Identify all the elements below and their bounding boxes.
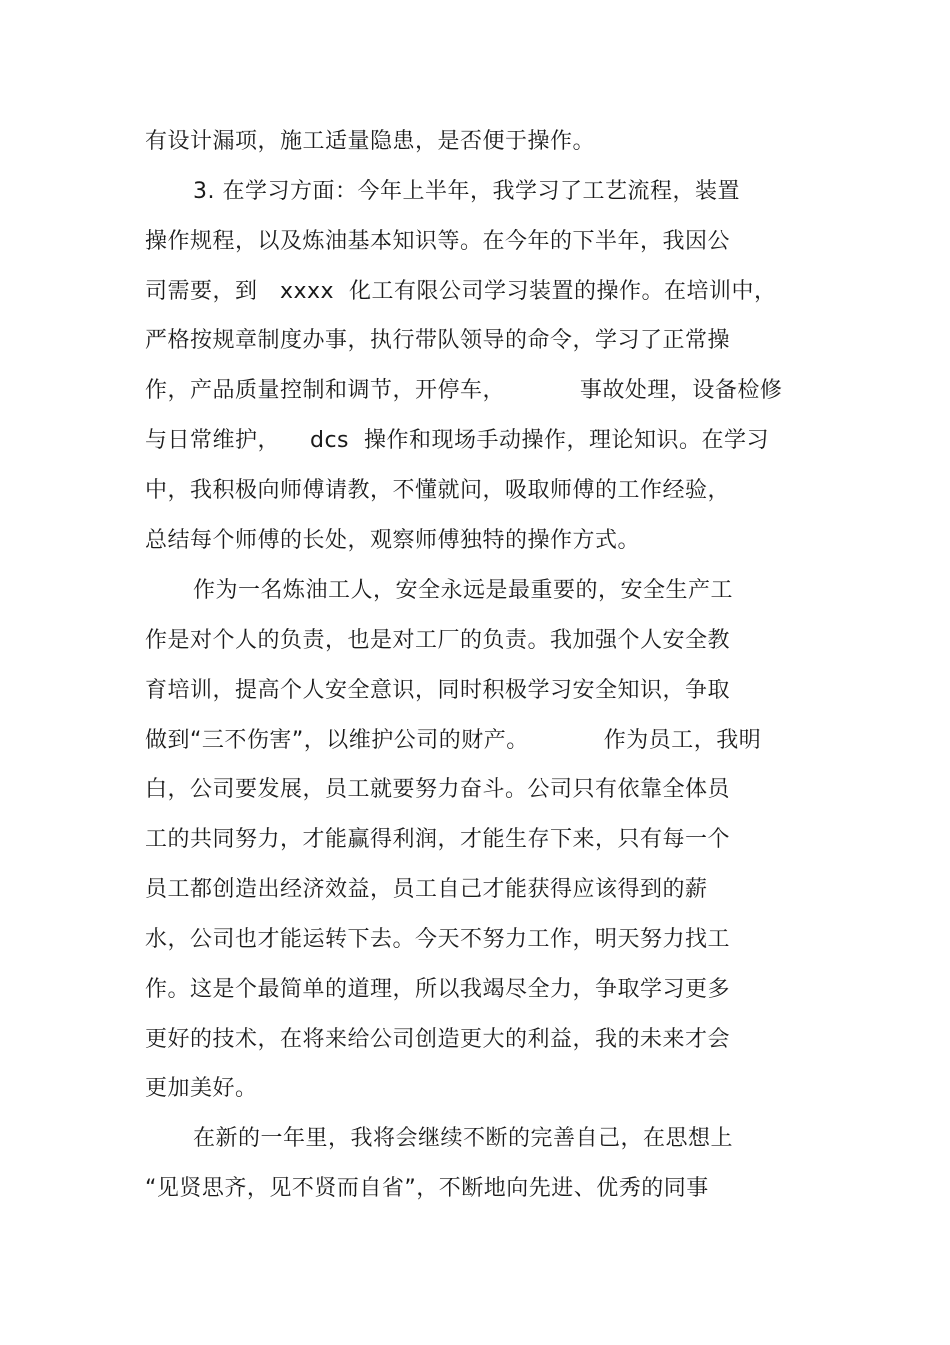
text-line: 作为一名炼油工人，安全永远是最重要的，安全生产工 [193, 578, 734, 603]
text-line: 水，公司也才能运转下去。今天不努力工作，明天努力找工 [145, 927, 731, 952]
text-line: 作。这是个最简单的道理，所以我竭尽全力，争取学习更多 [145, 977, 731, 1002]
text-line: 更好的技术，在将来给公司创造更大的利益，我的未来才会 [145, 1027, 731, 1052]
text-line: 操作规程，以及炼油基本知识等。在今年的下半年，我因公 [145, 229, 731, 254]
text-line: 作，产品质量控制和调节，开停车， 事故处理，设备检修 [145, 378, 783, 403]
text-line: 严格按规章制度办事，执行带队领导的命令，学习了正常操 [145, 328, 731, 353]
text-line: 更加美好。 [145, 1076, 258, 1101]
text-line: 司需要，到 xxxx 化工有限公司学习装置的操作。在培训中， [145, 279, 777, 304]
text-line: 做到“三不伤害”，以维护公司的财产。 作为员工，我明 [145, 728, 762, 753]
text-line: 员工都创造出经济效益，员工自己才能获得应该得到的薪 [145, 877, 708, 902]
text-line: 育培训，提高个人安全意识，同时积极学习安全知识，争取 [145, 678, 731, 703]
text-line: 工的共同努力，才能赢得利润，才能生存下来，只有每一个 [145, 827, 731, 852]
text-line: 中，我积极向师傅请教，不懂就问，吸取师傅的工作经验， [145, 478, 731, 503]
text-line: 总结每个师傅的长处，观察师傅独特的操作方式。 [145, 528, 641, 553]
text-line: “见贤思齐，见不贤而自省”，不断地向先进、优秀的同事 [145, 1176, 709, 1201]
text-line: 作是对个人的负责，也是对工厂的负责。我加强个人安全教 [145, 628, 731, 653]
text-line: 白，公司要发展，员工就要努力奋斗。公司只有依靠全体员 [145, 777, 731, 802]
text-line: 在新的一年里，我将会继续不断的完善自己，在思想上 [193, 1126, 734, 1151]
text-line: 有设计漏项，施工适量隐患，是否便于操作。 [145, 129, 596, 154]
text-line: 3. 在学习方面：今年上半年，我学习了工艺流程，装置 [193, 179, 740, 204]
text-line: 与日常维护， dcs 操作和现场手动操作，理论知识。在学习 [145, 428, 769, 453]
